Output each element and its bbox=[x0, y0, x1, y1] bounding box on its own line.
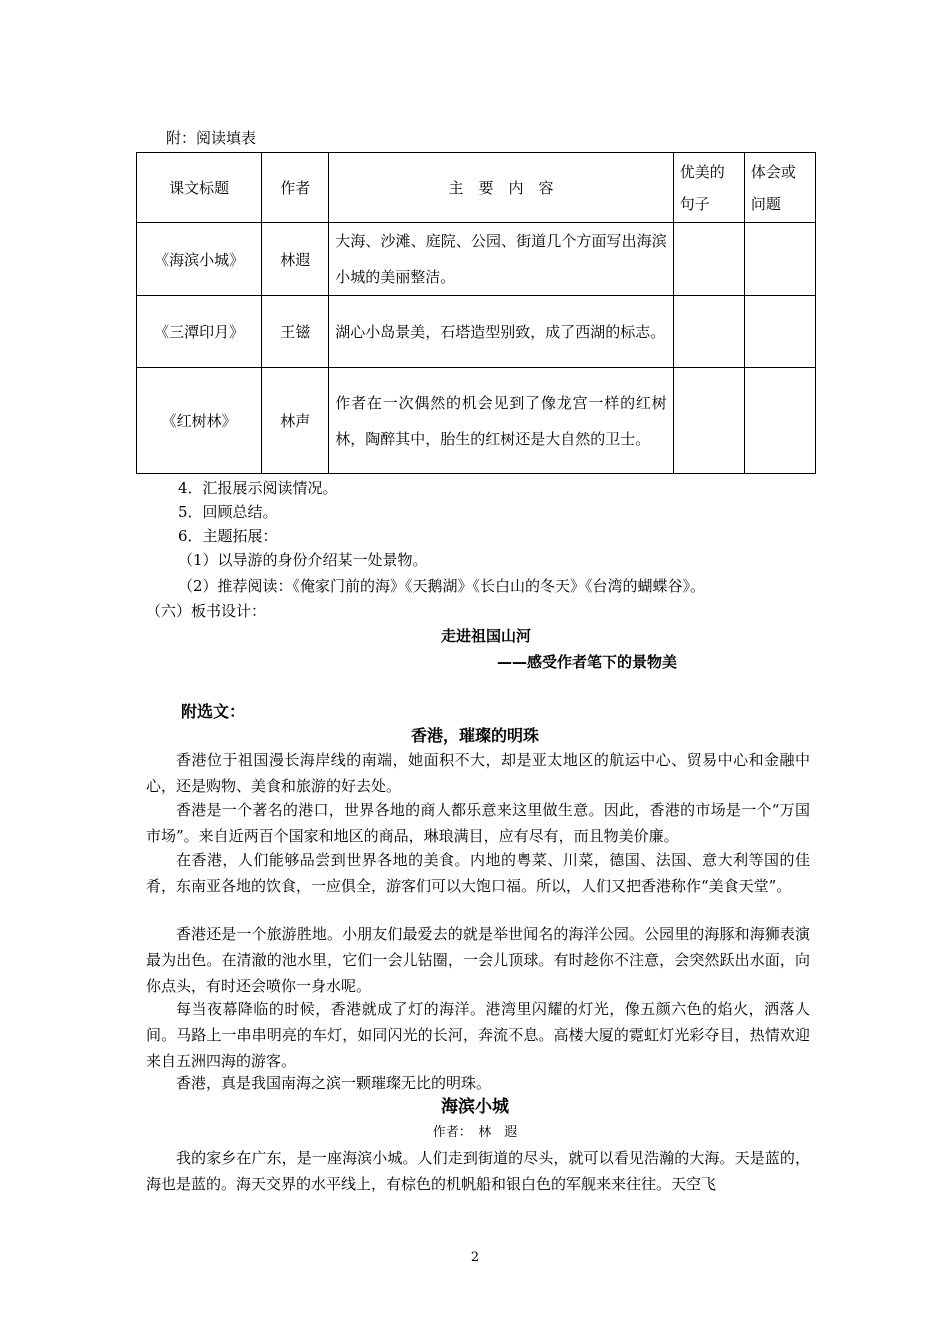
article1-paragraph: 香港，真是我国南海之滨一颗璀璨无比的明珠。 bbox=[176, 1074, 492, 1092]
article1-title: 香港，璀璨的明珠 bbox=[410, 726, 539, 745]
article2-author: 作者： 林 遐 bbox=[432, 1125, 518, 1140]
row-sentences-cell bbox=[673, 296, 744, 368]
table-row bbox=[137, 368, 816, 474]
page-number: 2 bbox=[470, 1250, 480, 1265]
article1-paragraph: 香港是一个著名的港口，世界各地的商人都乐意来这里做生意。因此，香港的市场是一个“万国市场”。来自近两百个国家和地区的商品，琳琅满目，应有尽有，而且物美价廉。 bbox=[146, 801, 810, 845]
row-author: 林声 bbox=[262, 368, 329, 474]
table-row bbox=[137, 296, 816, 368]
article1-paragraph: 香港还是一个旅游胜地。小朋友们最爱去的就是举世闻名的海洋公园。公园里的海豚和海狮表演最为出色。在清澈的池水里，它们一会儿钻圈，一会儿顶球。有时趁你不注意，会突然跃出水面，向你点头，有时还会喷你一身水呢。 bbox=[146, 925, 810, 995]
article1-paragraph: 每当夜幕降临的时候，香港就成了灯的海洋。港湾里闪耀的灯光，像五颜六色的焰火，洒落人间。马路上一串串明亮的车灯，如同闪光的长河，奔流不息。高楼大厦的霓虹灯光彩夺目，热情欢迎来自五洲四海的游客。 bbox=[146, 1000, 810, 1070]
row-sentences-cell bbox=[673, 223, 744, 296]
header-sentences: 优美的句子 bbox=[673, 153, 744, 223]
row-content: 大海、沙滩、庭院、公园、街道几个方面写出海滨小城的美丽整洁。 bbox=[329, 223, 674, 296]
table-row bbox=[137, 223, 816, 296]
header-content: 主 要 内 容 bbox=[329, 153, 674, 223]
table-header-row bbox=[137, 153, 816, 223]
step-6-2: （2）推荐阅读：《俺家门前的海》《天鹅湖》《长白山的冬天》《台湾的蝴蝶谷》。 bbox=[178, 577, 706, 595]
appendix-label: 附选文： bbox=[181, 702, 246, 721]
article1-paragraph: 香港位于祖国漫长海岸线的南端，她面积不大，却是亚太地区的航运中心、贸易中心和金融中心，还是购物、美食和旅游的好去处。 bbox=[146, 751, 810, 795]
board-title: 走进祖国山河 bbox=[441, 627, 532, 645]
article2-paragraph: 我的家乡在广东，是一座海滨小城。人们走到街道的尽头，就可以看见浩瀚的大海。天是蓝的，海也是蓝的。海天交界的水平线上，有棕色的机帆船和银白色的军舰来来往往。天空飞 bbox=[146, 1149, 810, 1193]
row-reflection-cell bbox=[744, 223, 815, 296]
header-reflection: 体会或问题 bbox=[744, 153, 815, 223]
article1-paragraph: 在香港，人们能够品尝到世界各地的美食。内地的粤菜、川菜，德国、法国、意大利等国的佳肴，东南亚各地的饮食，一应俱全，游客们可以大饱口福。所以，人们又把香港称作“美食天堂”。 bbox=[146, 851, 810, 895]
row-title: 《三潭印月》 bbox=[137, 296, 262, 368]
step-5: 5．回顾总结。 bbox=[178, 503, 278, 521]
step-6: 6．主题拓展： bbox=[178, 527, 278, 545]
row-content: 作者在一次偶然的机会见到了像龙宫一样的红树林，陶醉其中，胎生的红树还是大自然的卫士。 bbox=[329, 368, 674, 474]
reading-table bbox=[136, 152, 816, 474]
article2-title: 海滨小城 bbox=[441, 1097, 509, 1117]
board-heading: （六）板书设计： bbox=[146, 602, 267, 620]
board-subtitle: ——感受作者笔下的景物美 bbox=[497, 653, 678, 671]
row-title: 《海滨小城》 bbox=[137, 223, 262, 296]
row-title: 《红树林》 bbox=[137, 368, 262, 474]
row-reflection-cell bbox=[744, 296, 815, 368]
row-content: 湖心小岛景美，石塔造型别致，成了西湖的标志。 bbox=[329, 296, 674, 368]
header-author: 作者 bbox=[262, 153, 329, 223]
step-6-1: （1）以导游的身份介绍某一处景物。 bbox=[178, 551, 428, 569]
header-title: 课文标题 bbox=[137, 153, 262, 223]
table-caption: 附：阅读填表 bbox=[166, 129, 257, 147]
step-4: 4．汇报展示阅读情况。 bbox=[178, 479, 338, 497]
row-author: 林遐 bbox=[262, 223, 329, 296]
row-reflection-cell bbox=[744, 368, 815, 474]
row-author: 王镃 bbox=[262, 296, 329, 368]
row-sentences-cell bbox=[673, 368, 744, 474]
